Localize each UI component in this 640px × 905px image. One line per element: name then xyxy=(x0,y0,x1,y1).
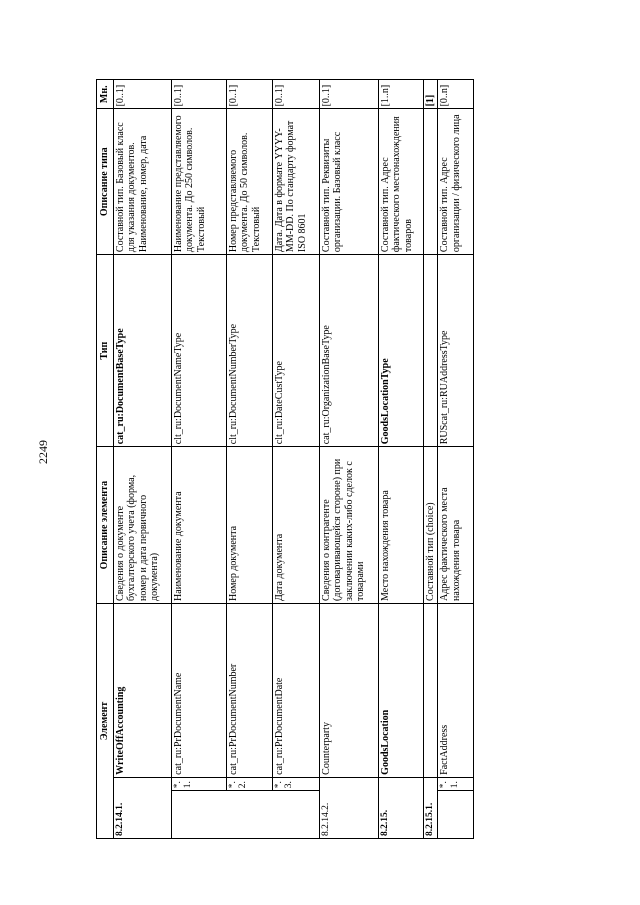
row-mult: [0..1] xyxy=(319,80,378,109)
row-type: cat_ru:DocumentBaseType xyxy=(113,255,171,447)
row-number: 8.2.14.2. xyxy=(319,777,378,838)
header-element: Элемент xyxy=(97,603,114,838)
row-type xyxy=(423,255,438,447)
row-type-desc: Составной тип. Адрес организации / физического лица xyxy=(438,109,474,255)
table-row xyxy=(226,80,272,839)
row-mult: [1] xyxy=(423,80,438,109)
row-element-desc: Номер документа xyxy=(226,447,272,604)
row-element-desc: Наименование документа xyxy=(171,447,226,604)
row-element: Counterparty xyxy=(319,603,378,777)
row-mult: [0..1] xyxy=(226,80,272,109)
row-type-desc: Составной тип. Адрес фактического местонахождения товаров xyxy=(378,109,423,255)
row-element: GoodsLocation xyxy=(378,603,423,777)
row-element: cat_ru:PrDocumentName xyxy=(171,603,226,777)
table-row xyxy=(423,80,438,839)
table-row xyxy=(171,80,226,839)
header-type-desc: Описание типа xyxy=(97,109,114,255)
header-mult: Мн. xyxy=(97,80,114,109)
row-element-desc: Дата документа xyxy=(272,447,319,604)
row-element: cat_ru:PrDocumentDate xyxy=(272,603,319,777)
elements-table xyxy=(96,79,474,839)
row-type: GoodsLocationType xyxy=(378,255,423,447)
row-element-desc: Составной тип (choice) xyxy=(423,447,438,604)
row-type-desc: Дата. Дата в формате YYYY-MM-DD. По стандарту формат ISO 8601 xyxy=(272,109,319,255)
header-type: Тип xyxy=(97,255,114,447)
row-element-desc: Сведения о документе бухгалтерского учета (форма, номер и дата первичного документа) xyxy=(113,447,171,604)
row-subnumber: *.1. xyxy=(438,777,474,790)
row-type: cat_ru:OrganizationBaseType xyxy=(319,255,378,447)
table-row xyxy=(113,80,171,839)
row-number: 8.2.15.1. xyxy=(423,777,438,838)
row-mult: [1..n] xyxy=(378,80,423,109)
row-element: cat_ru:PrDocumentNumber xyxy=(226,603,272,777)
row-number xyxy=(272,791,319,839)
row-type-desc: Номер представляемого документа. До 50 символов. Текстовый xyxy=(226,109,272,255)
row-element-desc: Место нахождения товара xyxy=(378,447,423,604)
row-type-desc: Составной тип. Базовый класс для указания документов. Наименование, номер, дата xyxy=(113,109,171,255)
row-number xyxy=(438,791,474,839)
row-subnumber: *.2. xyxy=(226,777,272,790)
header-element-desc: Описание элемента xyxy=(97,447,114,604)
row-type: clt_ru:DocumentNameType xyxy=(171,255,226,447)
table-row xyxy=(319,80,378,839)
page-number: 2249 xyxy=(36,440,50,464)
table-row xyxy=(272,80,319,839)
row-mult: [0..1] xyxy=(113,80,171,109)
row-subnumber: *.3. xyxy=(272,777,319,790)
row-type: clt_ru:DateCustType xyxy=(272,255,319,447)
row-element: FactAddress xyxy=(438,603,474,777)
table-header-row xyxy=(97,80,114,839)
row-mult: [0..1] xyxy=(171,80,226,109)
row-element-desc: Сведения о контрагенте (договаривающейся стороне) при заключении каких-либо сделок с товарами xyxy=(319,447,378,604)
table-row xyxy=(378,80,423,839)
row-element: WriteOffAccounting xyxy=(113,603,171,777)
row-mult: [0..n] xyxy=(438,80,474,109)
row-type-desc: Наименование представляемого документа. До 250 символов. Текстовый xyxy=(171,109,226,255)
row-subnumber: *.1. xyxy=(171,777,226,790)
row-element-desc: Адрес фактического места нахождения товара xyxy=(438,447,474,604)
row-element xyxy=(423,603,438,777)
row-number: 8.2.14.1. xyxy=(113,777,171,838)
rotated-table-container xyxy=(96,79,471,839)
row-type-desc: Составной тип. Реквизиты организации. Базовый класс xyxy=(319,109,378,255)
row-number xyxy=(171,791,226,839)
row-mult: [0..1] xyxy=(272,80,319,109)
row-type: clt_ru:DocumentNumberType xyxy=(226,255,272,447)
row-type: RUScat_ru:RUAddressType xyxy=(438,255,474,447)
row-number xyxy=(226,791,272,839)
row-number: 8.2.15. xyxy=(378,777,423,838)
table-row xyxy=(438,80,474,839)
row-type-desc xyxy=(423,109,438,255)
